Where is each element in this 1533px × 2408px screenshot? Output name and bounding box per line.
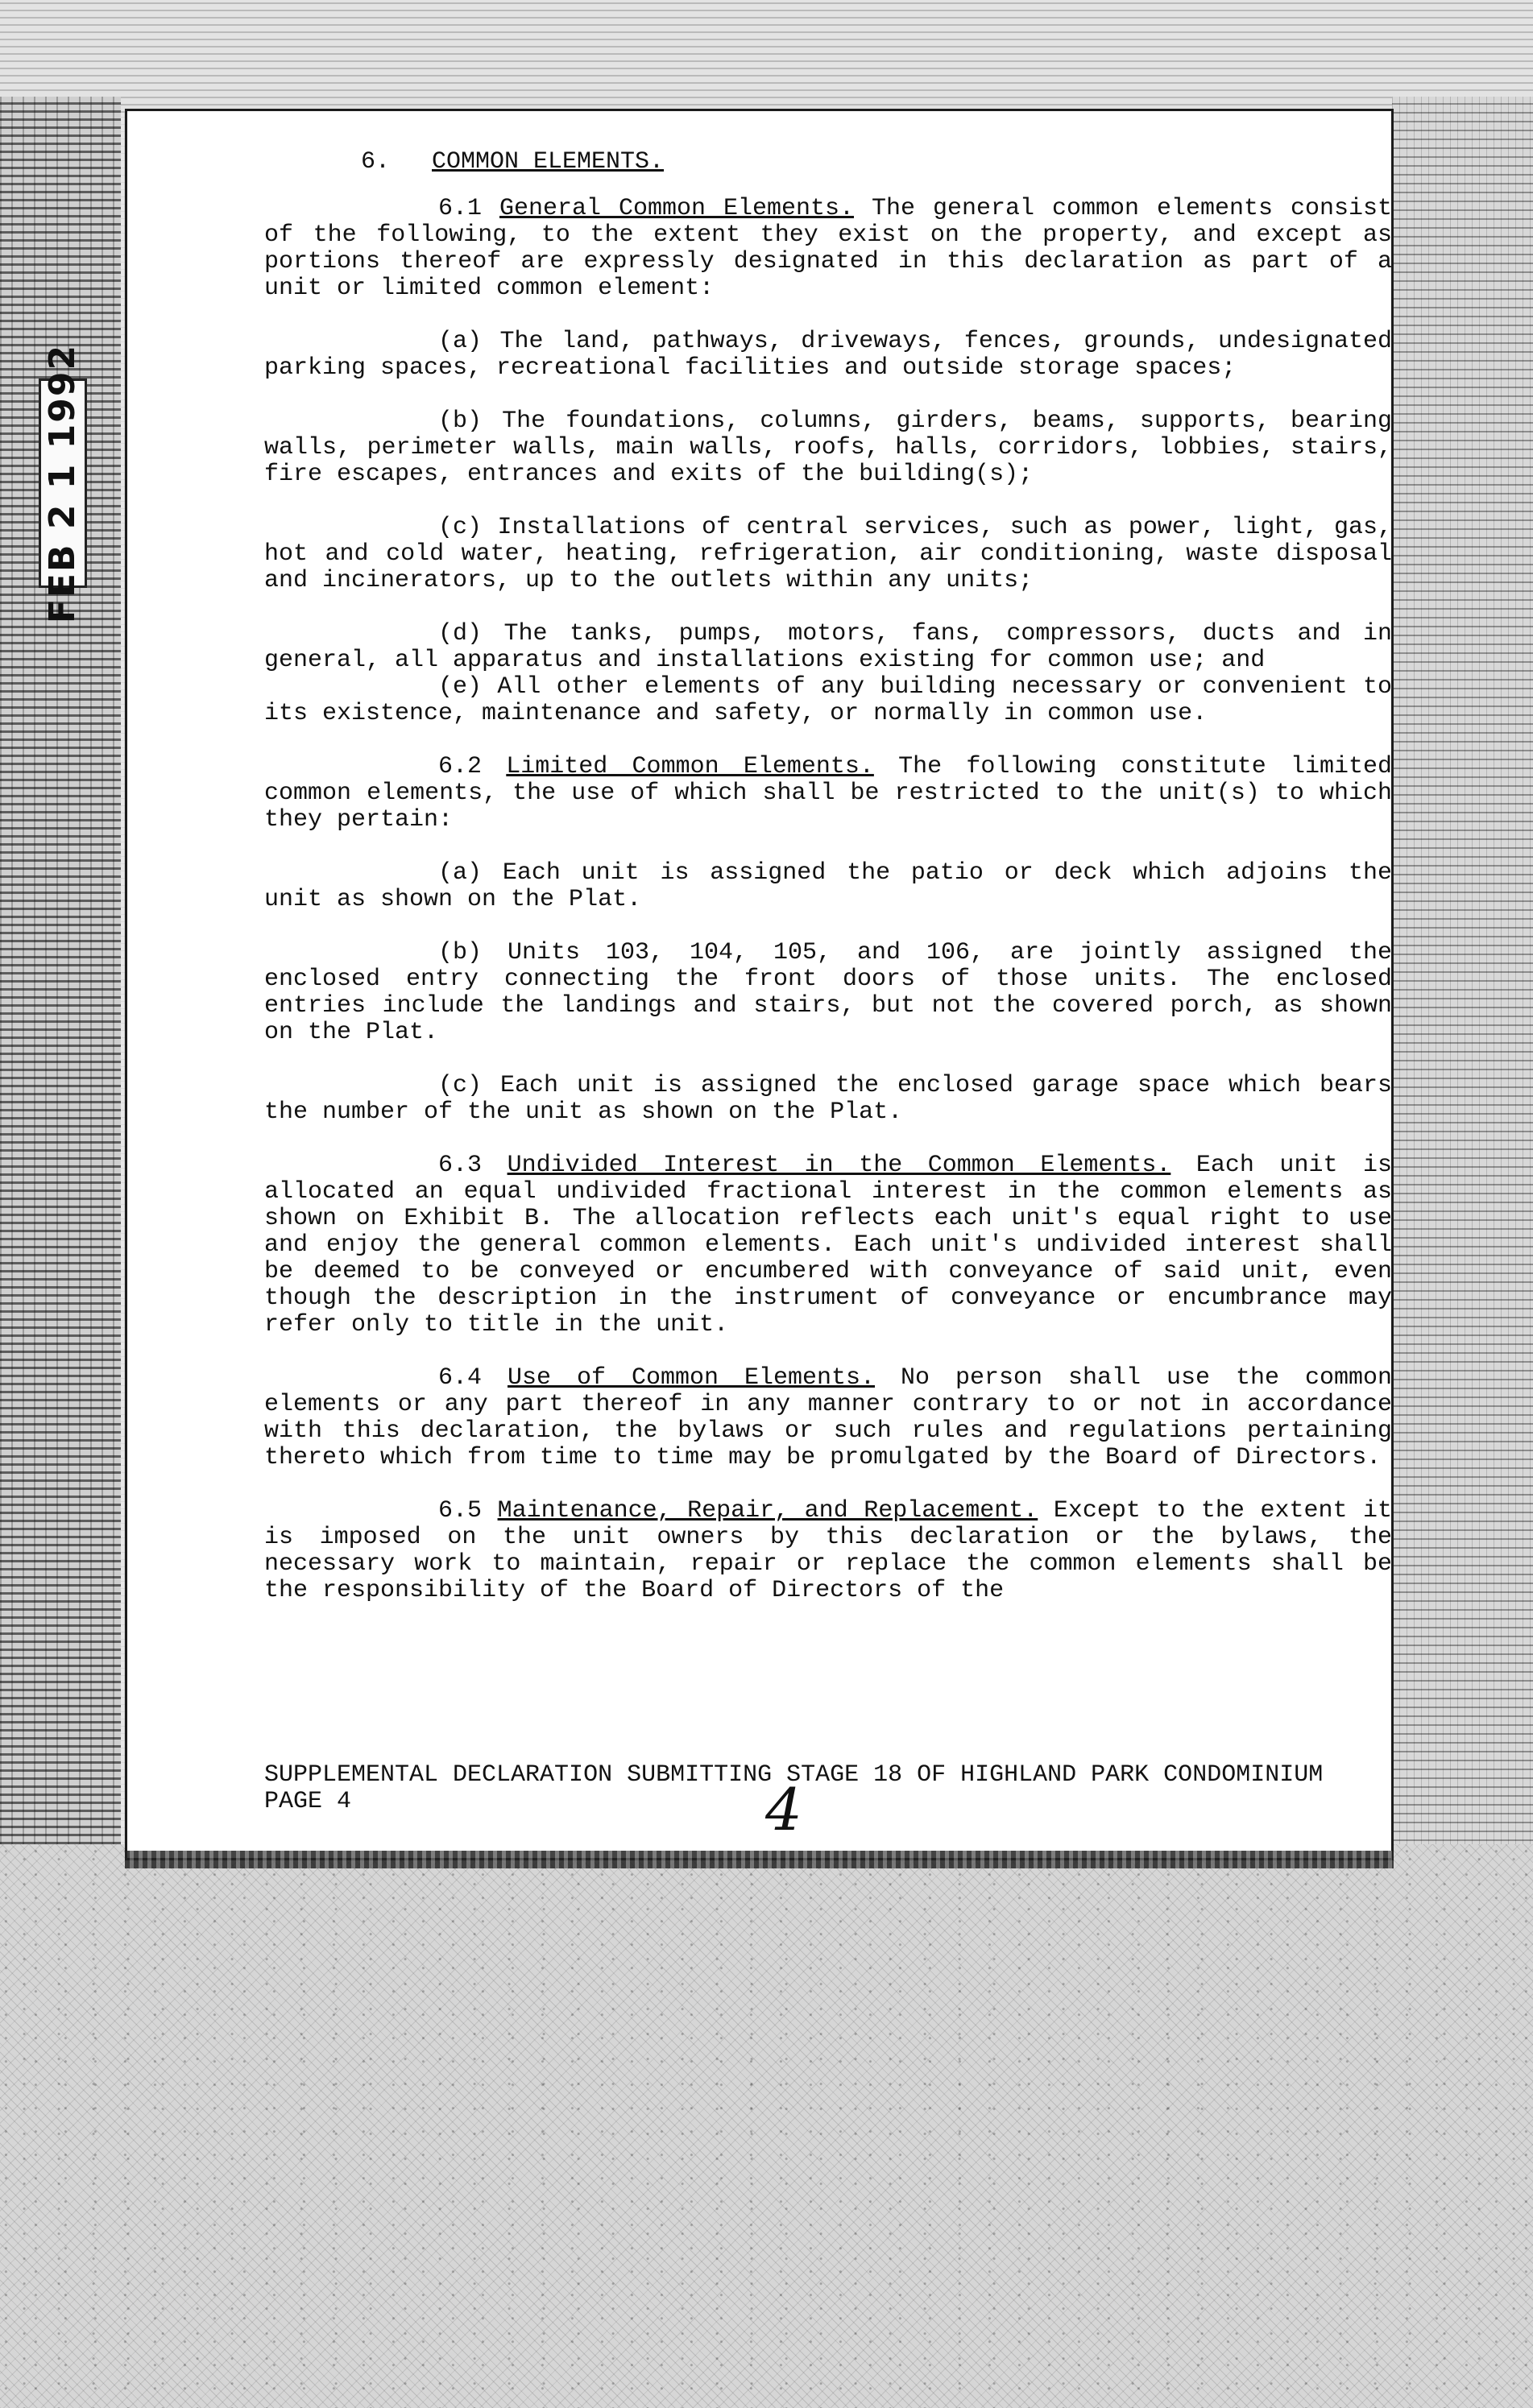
paragraph-number: 6.2 xyxy=(438,753,483,780)
clause-text: (e) All other elements of any building necessary or convenient to its existence, maintenance and safety, or normally in common use. xyxy=(264,673,1392,727)
clause-6-1-d xyxy=(264,621,1392,674)
clause-text: (a) The land, pathways, driveways, fences, grounds, undesignated parking spaces, recreational facilities and outside storage spaces; xyxy=(264,328,1392,382)
paragraph-6-2 xyxy=(264,754,1392,834)
paragraph-text: The general common elements consist of the following, to the extent they exist on the property, and except as portions thereof are expressly designated in this declaration as part of a unit or limited common element: xyxy=(264,195,1392,302)
paragraph-number: 6.5 xyxy=(438,1497,483,1525)
paragraph-heading: Use of Common Elements. xyxy=(508,1364,876,1392)
section-heading xyxy=(361,149,1392,176)
footer-title: SUPPLEMENTAL DECLARATION SUBMITTING STAGE 18 OF HIGHLAND PARK CONDOMINIUM xyxy=(264,1761,1324,1789)
date-stamp xyxy=(39,343,87,623)
paragraph-heading: Undivided Interest in the Common Elements. xyxy=(507,1152,1171,1179)
paragraph-number: 6.1 xyxy=(438,195,483,222)
paragraph-number: 6.4 xyxy=(438,1364,483,1392)
paragraph-heading: Maintenance, Repair, and Replacement. xyxy=(497,1497,1038,1525)
paragraph-heading: Limited Common Elements. xyxy=(506,753,874,780)
clause-text: (c) Installations of central services, such as power, light, gas, hot and cold water, heating, refrigeration, air conditioning, waste disposal and incinerators, up to the outlets within any units; xyxy=(264,514,1392,594)
scan-top-border xyxy=(0,0,1533,113)
clause-text: (b) Units 103, 104, 105, and 106, are jointly assigned the enclosed entry connecting the front doors of those units. The enclosed entries include the landings and stairs, but not the covered porch, as shown on the Plat. xyxy=(264,939,1392,1046)
paragraph-text: Each unit is allocated an equal undivided fractional interest in the common elements as shown on Exhibit B. The allocation reflects each unit's equal right to use and enjoy the general common elements. Each unit's undivided interest shall be deemed to be conveyed or encumbered with conveyance of said unit, even though the description in the instrument of conveyance or encumbrance may refer only to title in the unit. xyxy=(264,1152,1392,1338)
scan-bottom-noise xyxy=(0,1844,1533,2408)
footer-page-number: PAGE 4 xyxy=(264,1788,352,1815)
clause-6-2-a xyxy=(264,860,1392,913)
paragraph-text: No person shall use the common elements or any part thereof in any manner contrary to or not in accordance with this declaration, the bylaws or such rules and regulations pertaining thereto which from time to time may be promulgated by the Board of Directors. xyxy=(264,1364,1392,1471)
handwritten-page-number: 4 xyxy=(765,1776,802,1843)
paragraph-6-4 xyxy=(264,1365,1392,1471)
paragraph-text: Except to the extent it is imposed on the unit owners by this declaration or the bylaws, the necessary work to maintain, repair or replace the common elements shall be the responsibility of the Board of Directors of the xyxy=(264,1497,1392,1604)
paragraph-heading: General Common Elements. xyxy=(499,195,855,222)
document-body xyxy=(264,149,1392,1604)
paragraph-6-1 xyxy=(264,196,1392,302)
page-bottom-edge xyxy=(125,1851,1394,1868)
paragraph-text: The following constitute limited common elements, the use of which shall be restricted to the unit(s) to which they pertain: xyxy=(264,753,1392,834)
date-stamp-text: FEB 2 1 1992 xyxy=(42,343,84,623)
clause-6-1-e xyxy=(264,674,1392,727)
clause-text: (b) The foundations, columns, girders, beams, supports, bearing walls, perimeter walls, main walls, roofs, halls, corridors, lobbies, stairs, fire escapes, entrances and exits of the building(s); xyxy=(264,408,1392,488)
paragraph-number: 6.3 xyxy=(438,1152,483,1179)
clause-6-1-a xyxy=(264,329,1392,382)
clause-text: (a) Each unit is assigned the patio or deck which adjoins the unit as shown on the Plat. xyxy=(264,859,1392,913)
clause-6-2-c xyxy=(264,1073,1392,1126)
section-number: 6. xyxy=(361,148,391,176)
clause-text: (c) Each unit is assigned the enclosed garage space which bears the number of the unit as shown on the Plat. xyxy=(264,1072,1392,1126)
clause-6-1-b xyxy=(264,408,1392,488)
paragraph-6-3 xyxy=(264,1152,1392,1338)
clause-text: (d) The tanks, pumps, motors, fans, compressors, ducts and in general, all apparatus and installations existing for common use; and xyxy=(264,620,1392,674)
paragraph-6-5 xyxy=(264,1498,1392,1604)
page-footer xyxy=(264,1762,1392,1815)
clause-6-1-c xyxy=(264,515,1392,594)
clause-6-2-b xyxy=(264,940,1392,1046)
section-title: COMMON ELEMENTS. xyxy=(432,148,665,176)
